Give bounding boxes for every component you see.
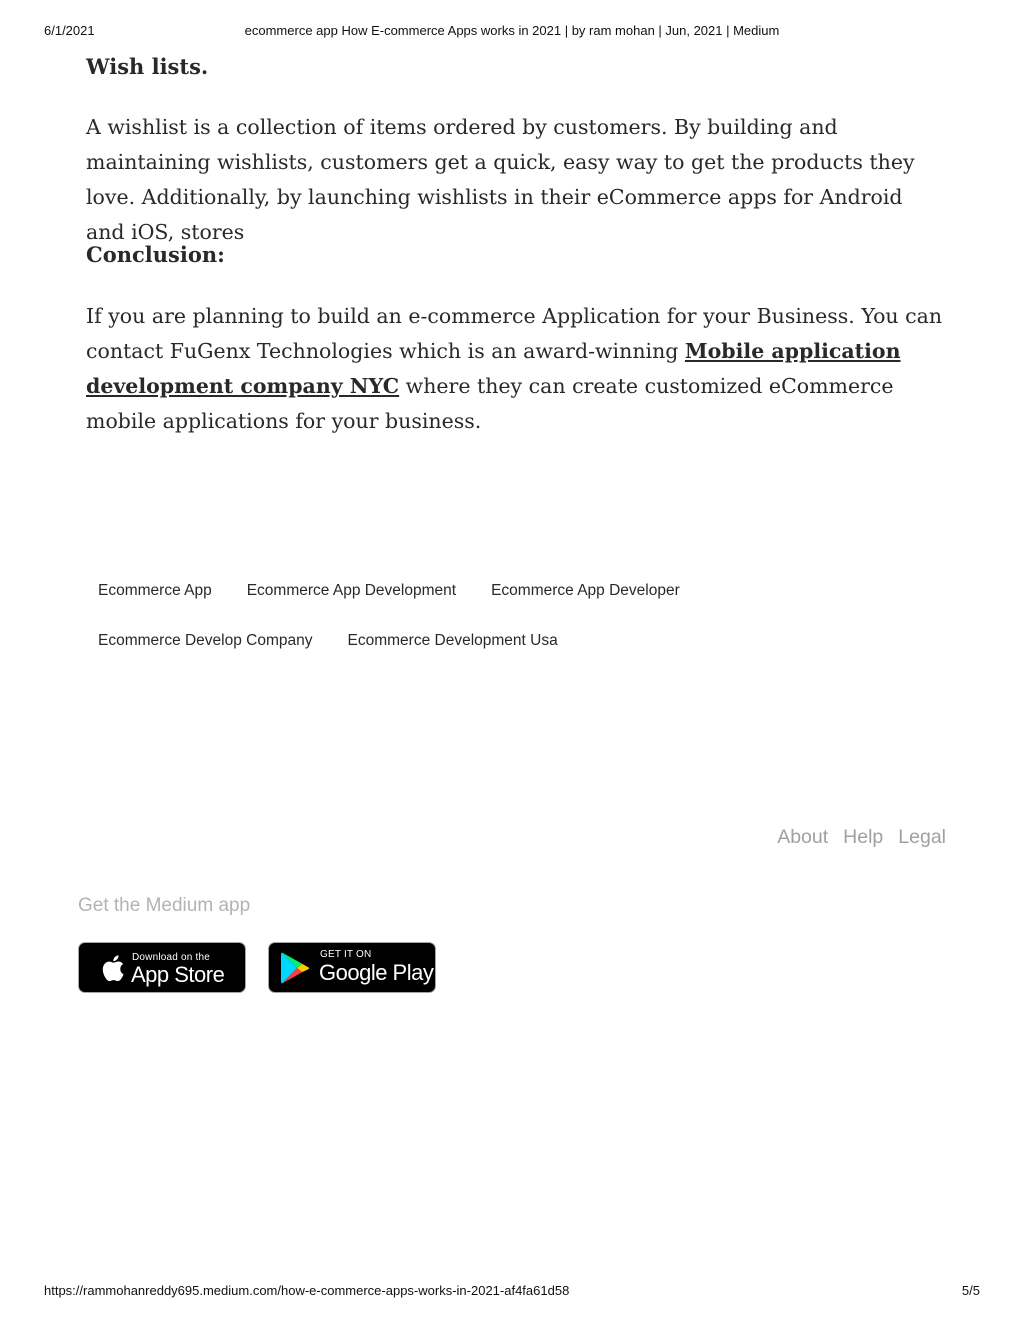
app-store-button[interactable]	[78, 942, 246, 993]
print-url: https://rammohanreddy695.medium.com/how-e-commerce-apps-works-in-2021-af4fa61d58	[44, 1283, 570, 1298]
conclusion-paragraph	[86, 299, 946, 439]
app-store-small-text: Download on the	[132, 952, 211, 963]
wishlist-paragraph: A wishlist is a collection of items ordered by customers. By building and maintaining wishlists, customers get a quick, easy way to get the products they love. Additionally, by launching wishlists in their eCommerce apps for Android and iOS, stores	[86, 115, 915, 244]
tag-ecommerce-app[interactable]: Ecommerce App	[86, 572, 224, 610]
tag-row	[86, 622, 846, 672]
footer-links	[777, 826, 946, 849]
app-store-big-text: App Store	[131, 962, 225, 987]
tag-ecommerce-app-developer[interactable]: Ecommerce App Developer	[479, 572, 692, 610]
help-link[interactable]: Help	[843, 826, 884, 848]
about-link[interactable]: About	[777, 826, 829, 848]
print-page-number: 5/5	[961, 1283, 980, 1298]
print-footer	[0, 1283, 1024, 1303]
mobile-app-development-link[interactable]: Mobile application development company NYC	[86, 339, 901, 398]
legal-link[interactable]: Legal	[898, 826, 946, 848]
tag-ecommerce-develop-company[interactable]: Ecommerce Develop Company	[86, 622, 325, 660]
tag-ecommerce-app-development[interactable]: Ecommerce App Development	[235, 572, 468, 610]
conclusion-text-before: If you are planning to build an e-commerce Application for your Business. You can contact FuGenx Technologies which is an award-winning	[86, 304, 943, 363]
google-play-big-text: Google Play	[319, 960, 434, 985]
wishlist-heading: Wish lists.	[86, 54, 209, 79]
conclusion-text-after: where they can create customized eCommerce mobile applications for your business.	[86, 374, 894, 433]
print-header	[0, 23, 1024, 43]
google-play-small-text: GET IT ON	[320, 949, 372, 960]
tag-ecommerce-development-usa[interactable]: Ecommerce Development Usa	[336, 622, 570, 660]
google-play-button[interactable]	[268, 942, 436, 993]
conclusion-heading: Conclusion:	[86, 242, 225, 267]
get-medium-app-label: Get the Medium app	[78, 895, 251, 916]
print-title: ecommerce app How E-commerce Apps works in 2021 | by ram mohan | Jun, 2021 | Medium	[244, 23, 780, 38]
google-play-icon	[280, 951, 312, 985]
print-date: 6/1/2021	[44, 23, 95, 38]
tag-row	[86, 572, 846, 622]
apple-icon	[99, 953, 125, 983]
tag-list	[86, 572, 846, 672]
